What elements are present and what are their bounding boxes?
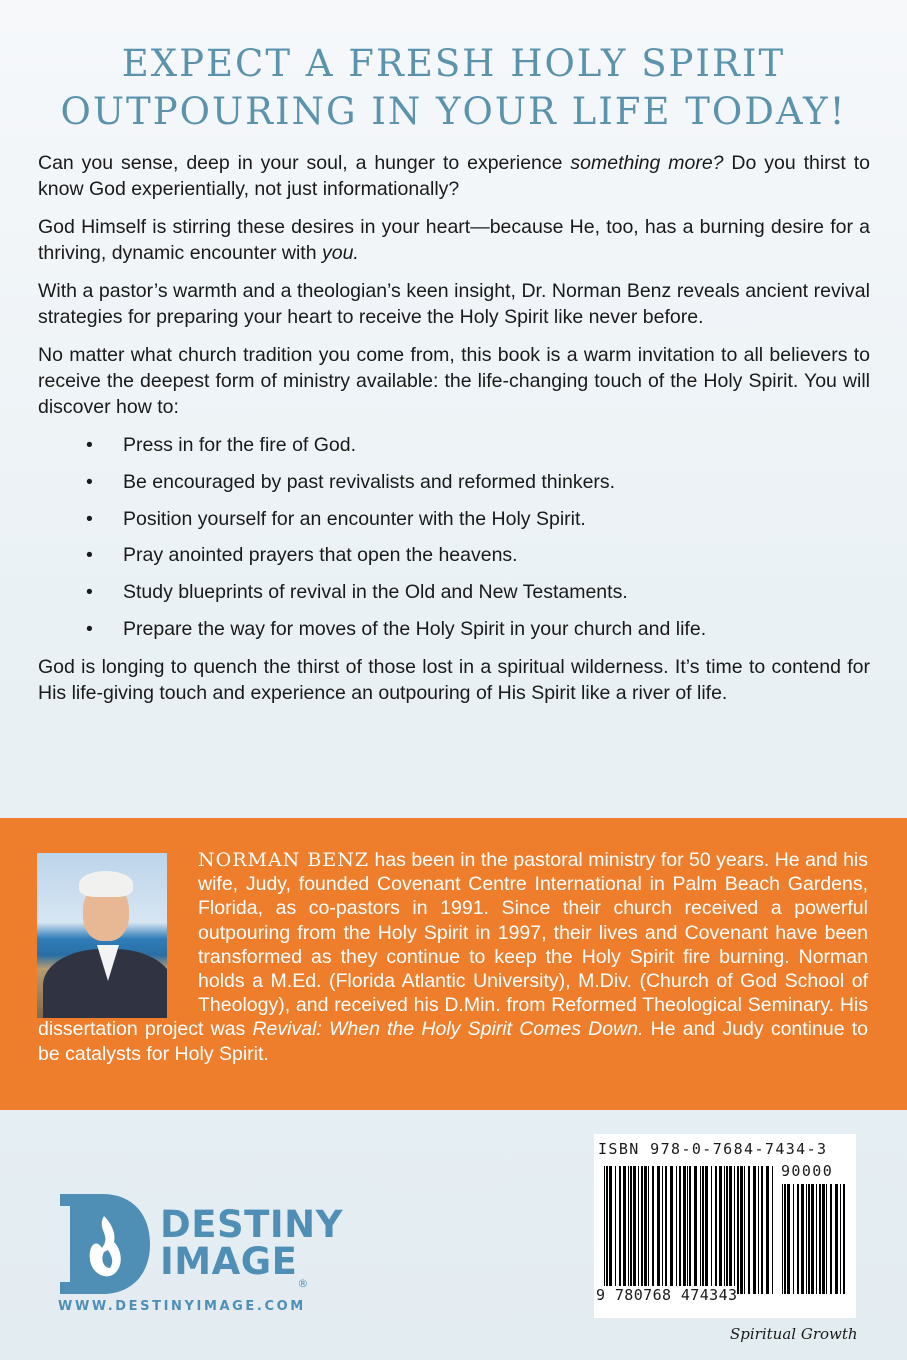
dissertation-title: Revival: When the Holy Spirit Comes Down. (252, 1018, 644, 1041)
headline-line-1: EXPECT A FRESH HOLY SPIRIT (121, 42, 786, 85)
blurb-closing-paragraph: God is longing to quench the thirst of those lost in a spiritual wilderness. It’s time to contend for His life-giving touch and experience an outpouring of His Spirit like a river of life. (38, 655, 870, 704)
blurb-paragraph-4: No matter what church tradition you come from, this book is a warm invitation to all believers to receive the deepest form of ministry available: the life-changing touch of the Holy Spirit. You will discover how to: (38, 344, 870, 418)
addon-barcode-bars (782, 1184, 848, 1294)
isbn-number: ISBN 978-0-7684-7434-3 (598, 1140, 828, 1158)
blurb-paragraph-3: With a pastor’s warmth and a theologian’s keen insight, Dr. Norman Benz reveals ancient revival strategies for preparing your heart to receive the Holy Spirit like never before. (38, 280, 870, 328)
bullet-icon: • (86, 544, 93, 567)
list-item: • Press in for the fire of God. (86, 434, 357, 456)
list-item: • Study blueprints of revival in the Old and New Testaments. (86, 581, 628, 604)
benefits-list (38, 432, 870, 642)
bullet-icon: • (86, 434, 93, 456)
list-item: • Prepare the way for moves of the Holy Spirit in your church and life. (86, 617, 707, 640)
ean-number: 9 780768 474343 (596, 1286, 738, 1304)
list-item: • Be encouraged by past revivalists and reformed thinkers. (86, 470, 616, 493)
publisher-name: DESTINY IMAGE® (160, 1203, 343, 1290)
destiny-d-flame-icon (56, 1190, 152, 1298)
book-category: Spiritual Growth (730, 1325, 858, 1343)
blurb-paragraph-1: Can you sense, deep in your soul, a hunger to experience something more? Do you thirst to know God experientially, not just informationally? (38, 152, 870, 200)
author-bio: NORMAN BENZ has been in the pastoral ministry for 50 years. He and his wife, Judy, founded Covenant Centre International in Palm Beach Gardens, Florida, as co-pastors in 1991. Since their church received a powerful outpouring from the Holy Spirit in 1997, their lives and Covenant have been transformed as they continue to keep the Holy Spirit fire burning. Norman holds a M.Ed. (Florida Atlantic University), M.Div. (Church of God School of Theology), and received his D.Min. from Reformed Theological Seminary. His dissertation project was Revival: When the Holy Spirit Comes Down. He and Judy continue to be catalysts for Holy Spirit. (38, 849, 868, 1065)
headline-line-2: OUTPOURING IN YOUR LIFE TODAY! (60, 90, 847, 133)
blurb (38, 150, 870, 718)
list-item: • Pray anointed prayers that open the heavens. (86, 544, 518, 567)
bullet-icon: • (86, 617, 93, 640)
blurb-paragraph-2: God Himself is stirring these desires in your heart—because He, too, has a burning desire for a thriving, dynamic encounter with you. (38, 216, 870, 264)
author-name: NORMAN BENZ (198, 849, 370, 871)
price-code: 90000 (781, 1162, 834, 1180)
barcode-bars (604, 1166, 776, 1294)
publisher-url: WWW.DESTINYIMAGE.COM (58, 1299, 306, 1314)
bullet-icon: • (86, 581, 93, 604)
author-bio-band (0, 818, 907, 1110)
bullet-icon: • (86, 507, 93, 530)
back-cover-headline (0, 40, 907, 136)
isbn-barcode (594, 1134, 856, 1318)
list-item: • Position yourself for an encounter with the Holy Spirit. (86, 507, 586, 530)
bullet-icon: • (86, 470, 93, 493)
